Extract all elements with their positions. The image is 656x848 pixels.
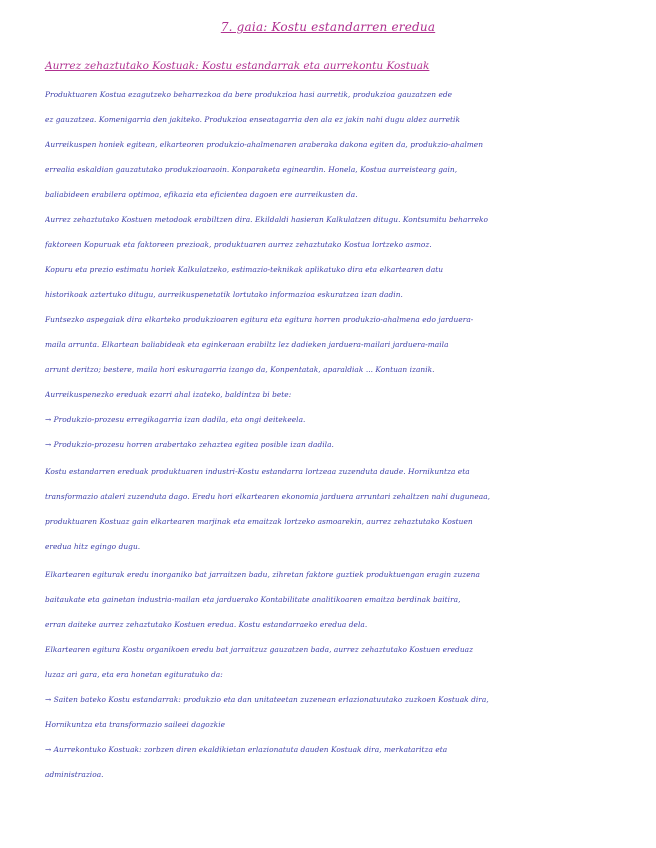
text-line: Produktuaren Kostua ezagutzeko beharrezkoa da bere produkzioa hasi aurretik, produkzioa gauzatzen ede bbox=[45, 90, 453, 99]
text-line: Elkartearen egitura Kostu organikoen eredu bat jarraitzuz gauzatzen bada, aurrez zehaztutako Kostuen ereduaz bbox=[45, 645, 474, 654]
text-line: Kostu estandarren ereduak produktuaren industri-Kostu estandarra lortzeaa zuzenduta daude. Hornikuntza eta bbox=[45, 467, 470, 476]
text-line: baitaukate eta gainetan industria-mailan eta jarduerako Kontabilitate analitikoaren emaitza berdinak baitira, bbox=[45, 595, 461, 604]
title-text: 7. gaia: Kostu estandarren eredua bbox=[220, 20, 436, 34]
text-line: Elkartearen egiturak eredu inorganiko bat jarraitzen badu, zihretan faktore guztiek produktuengan eragin zuzena bbox=[45, 570, 480, 579]
text-line: ez gauzatzea. Komenigarria den jakiteko. Produkzioa enseatagarria den ala ez jakin nahi dugu aldez aurretik bbox=[45, 115, 461, 124]
text-line: produktuaren Kostuaz gain elkartearen marjinak eta emaitzak lortzeko asmoarekin, aurrez zehaztutako Kostuen bbox=[45, 517, 473, 526]
text-line: eredua hitz egingo dugu. bbox=[45, 542, 141, 551]
bullet-line: → Produkzio-prozesu horren arabertako zehaztea egitea posible izan dadila. bbox=[45, 440, 334, 449]
bullet-line: → Saiten bateko Kostu estandarrak: produkzio eta dan unitateetan zuzenean erlazionatuutako zuzkoen Kostuak dira, bbox=[45, 695, 489, 704]
text-line: Funtsezko aspegaiak dira elkarteko produkzioaren egitura eta egitura horren produkzio-ahalmena edo jarduera- bbox=[45, 315, 474, 324]
text-line: faktoreen Kopuruak eta faktoreen prezioak, produktuaren aurrez zehaztutako Kostua lortzeko asmoz. bbox=[45, 240, 432, 249]
text-line: Aurrez zehaztutako Kostuen metodoak erabiltzen dira. Ekildaldi hasieran Kalkulatzen ditugu. Kontsumitu beharreko bbox=[45, 215, 489, 224]
text-line: Kopuru eta prezio estimatu horiek Kalkulatzeko, estimazio-teknikak aplikatuko dira eta elkartearen datu bbox=[45, 265, 444, 274]
bullet-line: → Aurrekontuko Kostuak: zorbzen diren ekaldikietan erlazionatuta dauden Kostuak dira, merkataritza eta bbox=[45, 745, 448, 754]
text-line: Aurreikuspenezko ereduak ezarri ahal izateko, baldintza bi bete: bbox=[45, 390, 292, 399]
section-heading: Aurrez zehaztutako Kostuak: Kostu estandarrak eta aurrekontu Kostuak bbox=[45, 60, 430, 72]
text-line: erran daiteke aurrez zehaztutako Kostuen eredua. Kostu estandarraeko eredua dela. bbox=[45, 620, 368, 629]
text-line: administrazioa. bbox=[45, 770, 104, 779]
text-line: historikoak aztertuko ditugu, aurreikuspenetatik lortutako informazioa eskuratzea izan dadin. bbox=[45, 290, 403, 299]
bullet-line: → Produkzio-prozesu erregikagarria izan dadila, eta ongi deitekeela. bbox=[45, 415, 306, 424]
page-title bbox=[0, 20, 656, 34]
text-line: arrunt deritzo; bestere, maila hori eskuragarria izango da, Konpentatak, aparaldiak ... Kontuan izanik. bbox=[45, 365, 435, 374]
text-line: Aurreikuspen honiek egitean, elkarteoren produkzio-ahalmenaren araberaka dakona egiten da, produkzio-ahalmen bbox=[45, 140, 484, 149]
text-line: baliabideen erabilera optimoa, efikazia eta eficientea dagoen ere aurreikusten da. bbox=[45, 190, 358, 199]
text-line: Hornikuntza eta transformazio saileei dagozkie bbox=[45, 720, 226, 729]
text-line: luzaz ari gara, eta era honetan egituratuko da: bbox=[45, 670, 223, 679]
text-line: maila arrunta. Elkartean baliabideak eta eginkeraan erabiltz lez dadieken jarduera-mailari jarduera-maila bbox=[45, 340, 449, 349]
text-line: errealia eskaldian gauzatutako produkzioaraoin. Konparaketa egineardin. Honela, Kostua aurreistearg gain, bbox=[45, 165, 458, 174]
text-line: transformazio ataleri zuzenduta dago. Eredu hori elkartearen ekonomia jarduera arruntari zehaltzen nahi duguneaa, bbox=[45, 492, 491, 501]
